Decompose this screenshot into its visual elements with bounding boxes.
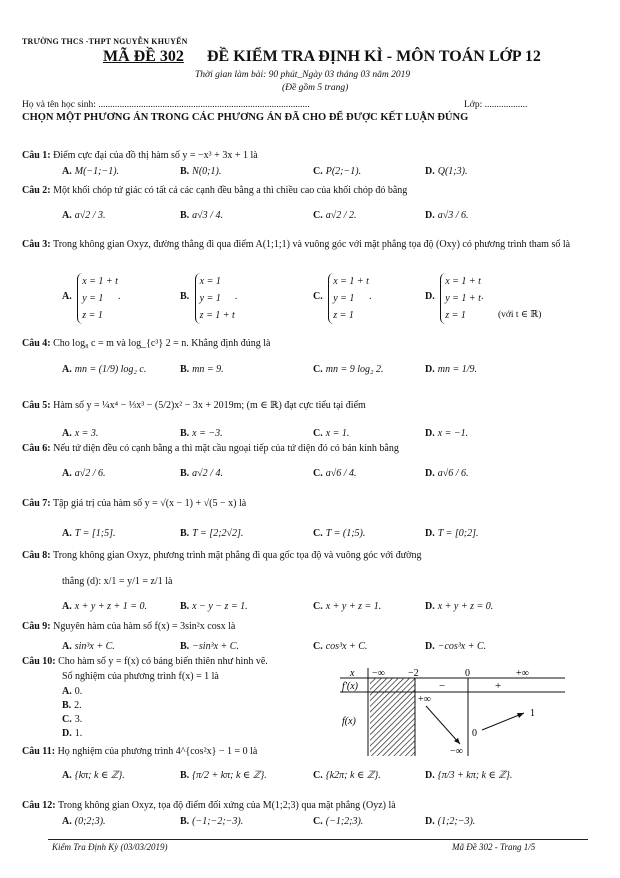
question-text: Trong không gian Oxyz, tọa độ điểm đối xứng của M(1;2;3) qua mặt phẳng (Oyz) là: [57, 800, 396, 811]
question-text: Hàm số y = ¼x⁴ − ⅓x³ − (5/2)x² − 3x + 2019m; (m ∈ ℝ) đạt cực tiểu tại điểm: [53, 400, 366, 411]
school-name: TRƯỜNG THCS -THPT NGUYỄN KHUYẾN: [22, 37, 188, 46]
question-6: [22, 443, 399, 454]
option-d[interactable]: D. x = −1.: [425, 428, 469, 439]
option-c[interactable]: C. {k2π; k ∈ ℤ}.: [313, 770, 381, 781]
option-c[interactable]: C. T = (1;5).: [313, 528, 366, 539]
option-d[interactable]: D. 1.: [62, 728, 83, 739]
option-a[interactable]: A. (0;2;3).: [62, 816, 106, 827]
option-d[interactable]: D. mn = 1/9.: [425, 364, 477, 375]
option-d[interactable]: D. x + y + z = 0.: [425, 601, 494, 612]
option-a[interactable]: A. T = [1;5].: [62, 528, 116, 539]
exam-code: MÃ ĐỀ 302: [103, 48, 184, 65]
option-a[interactable]: A. x = 1 + t y = 1 z = 1.: [62, 273, 120, 324]
footer-left: Kiểm Tra Định Kỳ (03/03/2019): [52, 842, 168, 852]
question-text: Một khối chóp tứ giác có tất cả các cạnh đều bằng a thì chiều cao của khối chóp đó bằng: [53, 185, 408, 196]
question-4: [22, 338, 270, 349]
f-value: +∞: [418, 694, 431, 705]
option-a[interactable]: A. a√2 / 6.: [62, 468, 106, 479]
option-b[interactable]: B. {π/2 + kπ; k ∈ ℤ}.: [180, 770, 267, 781]
question-label: Câu 8:: [22, 550, 51, 561]
row-fp-label: f'(x): [342, 681, 359, 692]
option-b[interactable]: B. x = 1 y = 1 z = 1 + t.: [180, 273, 237, 324]
hatched-region: [370, 678, 415, 756]
question-label: Câu 3:: [22, 239, 51, 250]
question-8-line-2: thẳng (d): x/1 = y/1 = z/1 là: [62, 576, 173, 587]
option-b[interactable]: B. 2.: [62, 700, 82, 711]
x-value: −2: [408, 668, 419, 679]
arrow-head: [517, 713, 524, 718]
question-label: Câu 10:: [22, 656, 56, 667]
question-text: Trong không gian Oxyz, phương trình mặt phẳng đi qua gốc tọa độ và vuông góc với đường: [52, 550, 422, 561]
question-label: Câu 1:: [22, 150, 51, 161]
option-b[interactable]: B. mn = 9.: [180, 364, 224, 375]
question-text: Nguyên hàm của hàm số f(x) = 3sin²x cosx là: [53, 621, 236, 632]
option-a[interactable]: A. 0.: [62, 686, 83, 697]
option-d[interactable]: D. a√3 / 6.: [425, 210, 469, 221]
option-c[interactable]: C. P(2;−1).: [313, 166, 362, 177]
question-text: Tập giá trị của hàm số y = √(x − 1) + √(5 − x) là: [52, 498, 247, 509]
question-label: Câu 6:: [22, 443, 51, 454]
option-a[interactable]: A. x + y + z + 1 = 0.: [62, 601, 147, 612]
option-d[interactable]: D. −cos³x + C.: [425, 641, 487, 652]
question-11: [22, 746, 257, 757]
question-9: [22, 621, 235, 632]
option-c[interactable]: C. a√6 / 4.: [313, 468, 357, 479]
option-c[interactable]: C. 3.: [62, 714, 83, 725]
footer-divider: [48, 839, 588, 840]
question-8: [22, 550, 421, 561]
variation-table: [340, 668, 565, 756]
question-label: Câu 4:: [22, 338, 51, 349]
instruction: CHỌN MỘT PHƯƠNG ÁN TRONG CÁC PHƯƠNG ÁN ĐÃ CHO ĐỂ ĐƯỢC KẾT LUẬN ĐÚNG: [22, 112, 469, 123]
f-value: 0: [472, 728, 477, 739]
option-d[interactable]: D. (1;2;−3).: [425, 816, 476, 827]
question-10-line-2: Số nghiệm của phương trình f(x) = 1 là: [62, 671, 219, 682]
option-b[interactable]: B. −sin³x + C.: [180, 641, 239, 652]
option-a[interactable]: A. mn = (1/9) log₂ c.: [62, 364, 147, 375]
option-d[interactable]: D. x = 1 + t y = 1 + t z = 1. (với t ∈ ℝ): [425, 273, 529, 324]
option-b[interactable]: B. T = [2;2√2].: [180, 528, 244, 539]
decreasing-arrow: [426, 706, 460, 744]
student-name-line: Họ và tên học sinh: .........................................................................................: [22, 100, 310, 110]
option-b[interactable]: B. a√2 / 4.: [180, 468, 223, 479]
option-c[interactable]: C. a√2 / 2.: [313, 210, 357, 221]
question-text: Họ nghiệm của phương trình 4^{cos²x} − 1 = 0 là: [57, 746, 258, 757]
question-label: Câu 5:: [22, 400, 51, 411]
option-c[interactable]: C. (−1;2;3).: [313, 816, 364, 827]
option-b[interactable]: B. x = −3.: [180, 428, 223, 439]
option-b[interactable]: B. (−1;−2;−3).: [180, 816, 244, 827]
question-3: [22, 237, 602, 252]
sign: +: [495, 680, 502, 692]
option-d[interactable]: D. Q(1;3).: [425, 166, 468, 177]
option-a[interactable]: A. sin³x + C.: [62, 641, 115, 652]
option-b[interactable]: B. N(0;1).: [180, 166, 222, 177]
row-x-label: x: [350, 668, 355, 679]
row-f-label: f(x): [342, 716, 356, 727]
increasing-arrow: [482, 713, 524, 730]
question-text: Nếu tứ diện đều có cạnh bằng a thì mặt cầu ngoại tiếp của tứ diện đó có bán kính bằng: [53, 443, 399, 454]
question-text: Cho hàm số y = f(x) có bảng biến thiên như hình vẽ.: [58, 656, 268, 667]
sign: −: [439, 680, 446, 692]
option-c[interactable]: C. cos³x + C.: [313, 641, 368, 652]
question-2: [22, 185, 407, 196]
question-7: [22, 498, 246, 509]
option-a[interactable]: A. a√2 / 3.: [62, 210, 106, 221]
question-text: Điểm cực đại của đồ thị hàm số y = −x³ + 3x + 1 là: [53, 150, 258, 161]
f-value: −∞: [450, 746, 463, 756]
question-text: Cho log₈ c = m và log_{c³} 2 = n. Khẳng định đúng là: [53, 338, 271, 349]
question-label: Câu 9:: [22, 621, 51, 632]
option-c[interactable]: C. mn = 9 log₂ 2.: [313, 364, 384, 375]
option-a[interactable]: A. x = 3.: [62, 428, 99, 439]
question-12: [22, 800, 396, 811]
question-label: Câu 7:: [22, 498, 51, 509]
question-label: Câu 11:: [22, 746, 56, 757]
option-a[interactable]: A. M(−1;−1).: [62, 166, 120, 177]
pages-note: (Đề gồm 5 trang): [282, 83, 349, 93]
question-10: [22, 656, 268, 667]
x-value: +∞: [516, 668, 529, 679]
f-value: 1: [530, 708, 535, 719]
x-value: 0: [465, 668, 470, 679]
question-label: Câu 12:: [22, 800, 56, 811]
option-b[interactable]: B. x − y − z = 1.: [180, 601, 248, 612]
option-d[interactable]: D. {π/3 + kπ; k ∈ ℤ}.: [425, 770, 513, 781]
question-5: [22, 400, 366, 411]
option-d[interactable]: D. T = [0;2].: [425, 528, 479, 539]
footer-right: Mã Đề 302 - Trang 1/5: [452, 842, 536, 852]
x-value: −∞: [372, 668, 385, 679]
option-c[interactable]: C. x = 1.: [313, 428, 350, 439]
option-c[interactable]: C. x = 1 + t y = 1 z = 1.: [313, 273, 371, 324]
question-1: [22, 150, 258, 161]
class-line: Lớp: ..................: [464, 100, 528, 110]
note: (với t ∈ ℝ): [497, 310, 542, 320]
time-line: Thời gian làm bài: 90 phút_Ngày 03 tháng 03 năm 2019: [195, 70, 411, 80]
exam-title: ĐỀ KIỂM TRA ĐỊNH KÌ - MÔN TOÁN LỚP 12: [207, 48, 541, 65]
option-d[interactable]: D. a√6 / 6.: [425, 468, 469, 479]
question-label: Câu 2:: [22, 185, 51, 196]
question-text: Trong không gian Oxyz, đường thẳng đi qua điểm A(1;1;1) và vuông góc với mặt phẳng tọa độ (Oxy) có phương trình tham số là: [52, 239, 571, 250]
option-a[interactable]: A. {kπ; k ∈ ℤ}.: [62, 770, 125, 781]
option-b[interactable]: B. a√3 / 4.: [180, 210, 223, 221]
option-c[interactable]: C. x + y + z = 1.: [313, 601, 382, 612]
